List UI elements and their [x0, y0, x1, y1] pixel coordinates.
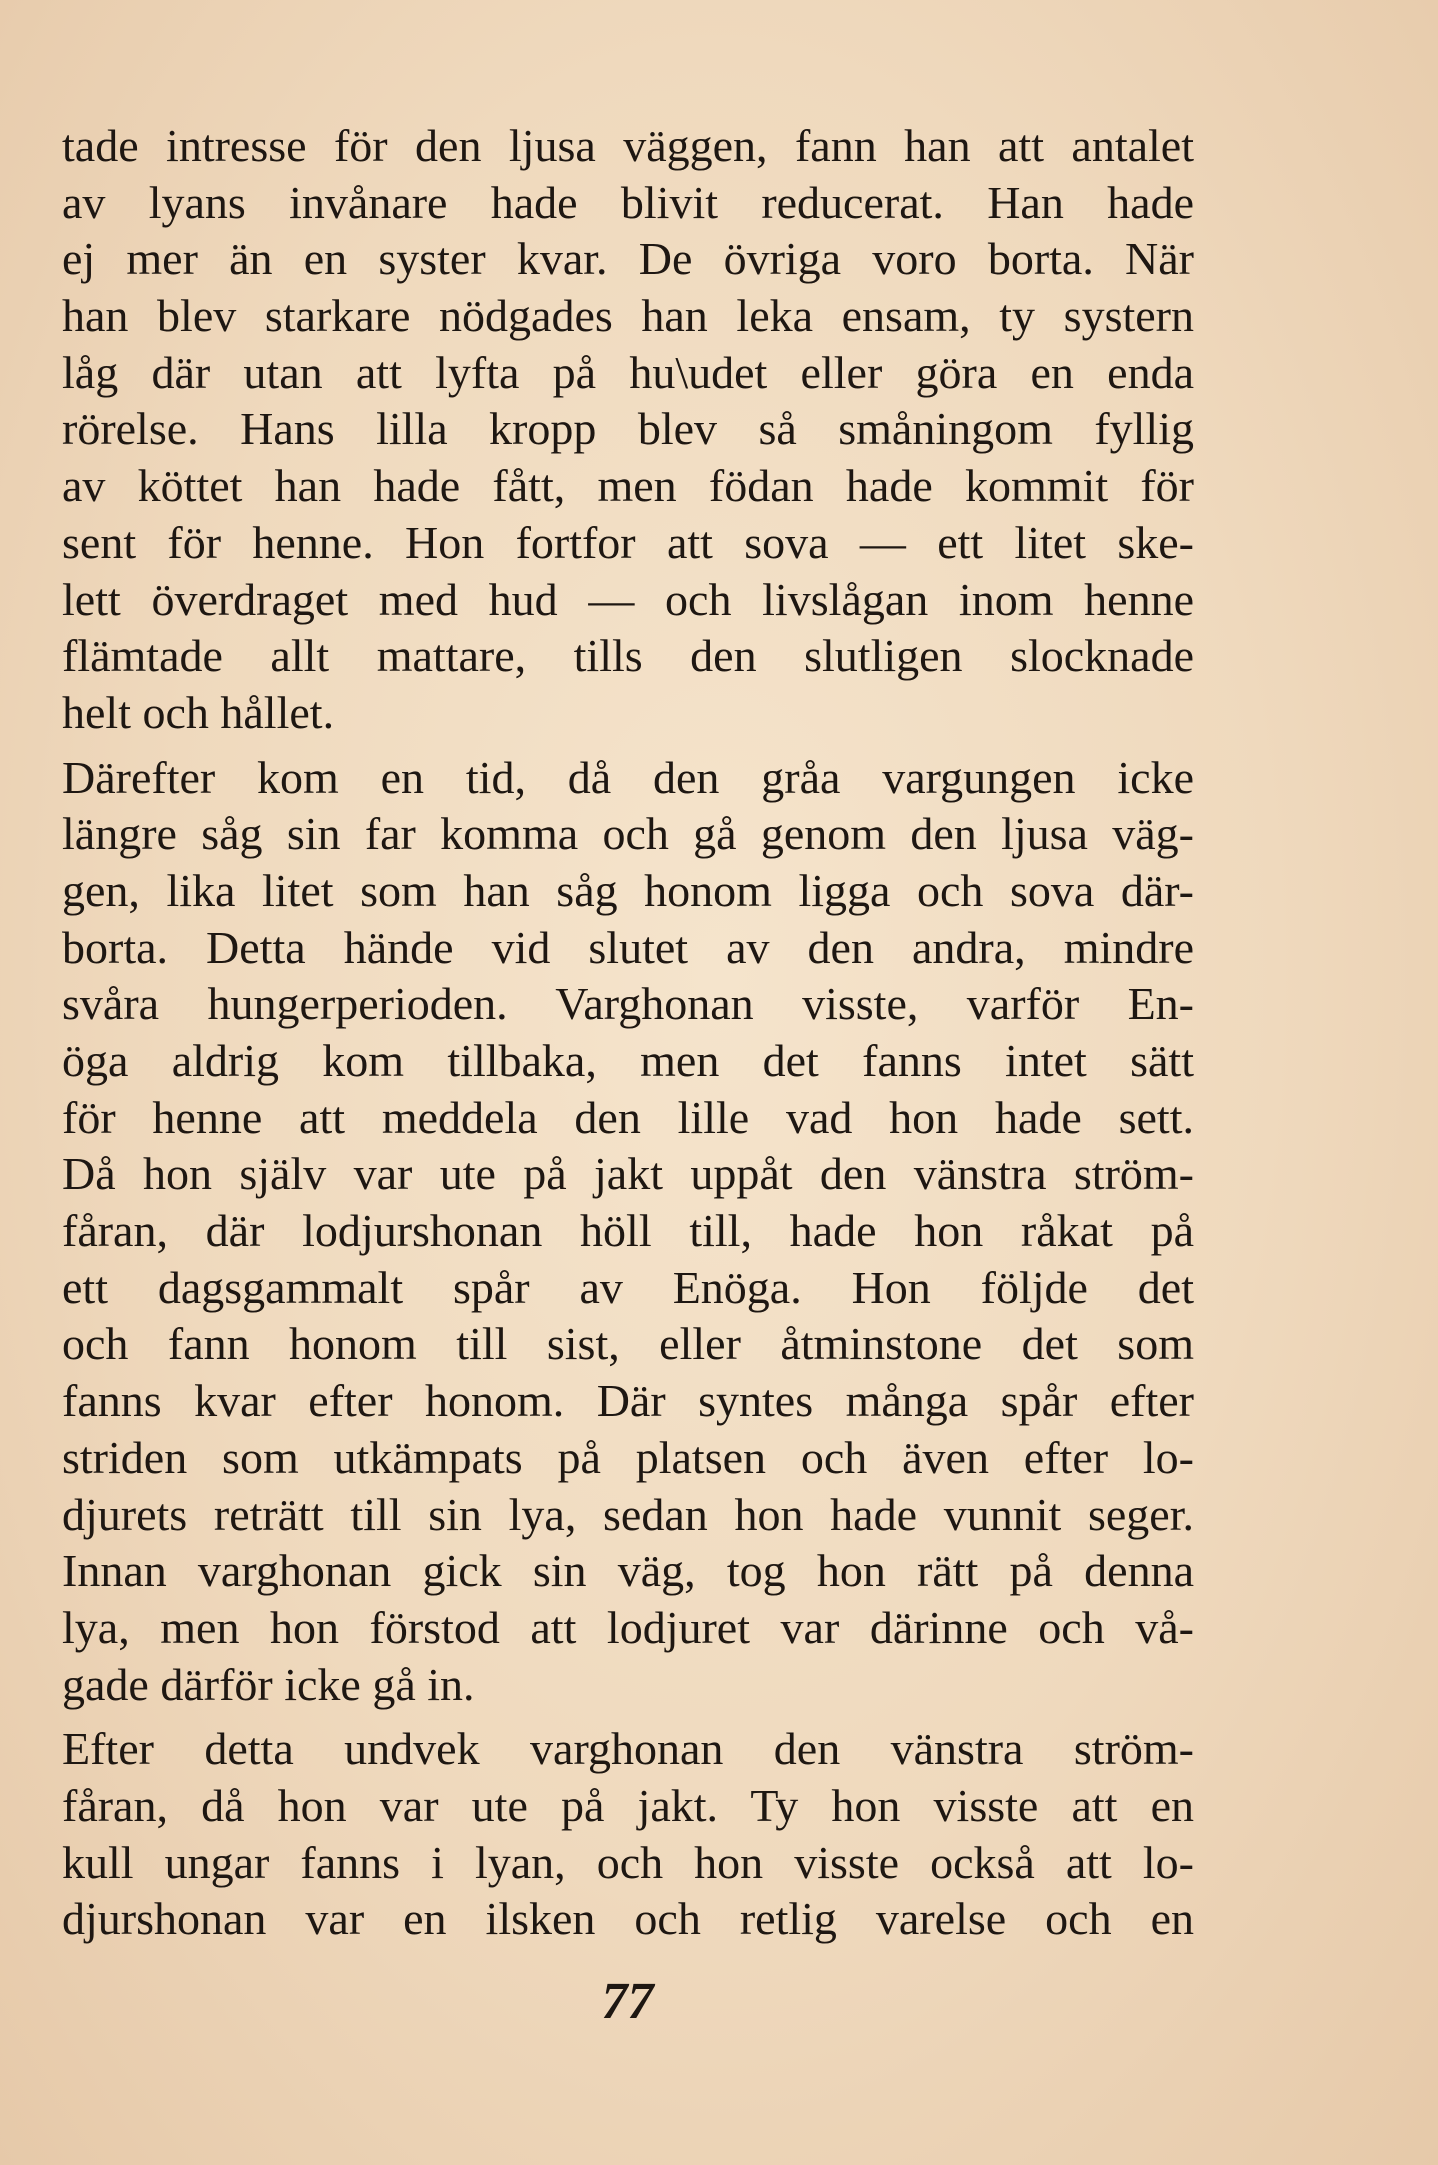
text-line: kull ungar fanns i lyan, och hon visste också att lo- — [62, 1836, 1194, 1888]
text-line: låg där utan att lyfta på hu\udet eller göra en enda — [62, 346, 1194, 398]
text-line: fanns kvar efter honom. Där syntes många spår efter — [62, 1375, 1194, 1427]
paragraph-gap — [62, 1713, 1194, 1721]
text-line: borta. Detta hände vid slutet av den andra, mindre — [62, 921, 1194, 973]
paragraph-3 — [62, 1721, 1194, 1948]
text-line: djurshonan var en ilsken och retlig varelse och en — [62, 1893, 1194, 1945]
text-line: av köttet han hade fått, men födan hade kommit för — [62, 460, 1194, 512]
text-line: öga aldrig kom tillbaka, men det fanns intet sätt — [62, 1035, 1194, 1086]
text-line: längre såg sin far komma och gå genom den ljusa väg- — [62, 808, 1194, 860]
text-line: av lyans invånare hade blivit reducerat. Han hade — [62, 176, 1194, 228]
paragraph-2 — [62, 750, 1194, 1714]
text-line: han blev starkare nödgades han leka ensam, ty systern — [62, 290, 1194, 342]
text-line: lya, men hon förstod att lodjuret var därinne och vå- — [62, 1601, 1194, 1653]
text-line: Därefter kom en tid, då den gråa vargungen icke — [62, 751, 1194, 803]
text-line: Då hon själv var ute på jakt uppåt den vänstra ström- — [62, 1148, 1194, 1200]
text-line: lett överdraget med hud — och livslågan inom henne — [62, 573, 1194, 625]
text-line: helt och hållet. — [62, 686, 335, 738]
text-line: ej mer än en syster kvar. De övriga voro borta. När — [62, 233, 1194, 285]
text-line: fåran, då hon var ute på jakt. Ty hon visste att en — [62, 1779, 1194, 1831]
paragraph-1 — [62, 118, 1194, 742]
paragraph-gap — [62, 742, 1194, 750]
text-line: Innan varghonan gick sin väg, tog hon rätt på denna — [62, 1545, 1194, 1597]
text-line: sent för henne. Hon fortfor att sova — ett litet ske- — [62, 516, 1194, 568]
text-line: tade intresse för den ljusa väggen, fann han att antalet — [62, 120, 1194, 171]
text-line: flämtade allt mattare, tills den slutligen slocknade — [62, 630, 1194, 682]
body-text — [62, 118, 1194, 1948]
text-line: fåran, där lodjurshonan höll till, hade hon råkat på — [62, 1205, 1194, 1257]
text-line: Efter detta undvek varghonan den vänstra ström- — [62, 1723, 1194, 1775]
text-line: för henne att meddela den lille vad hon hade sett. — [62, 1091, 1194, 1143]
text-line: svåra hungerperioden. Varghonan visste, varför En- — [62, 978, 1194, 1030]
text-line: gen, lika litet som han såg honom ligga och sova där- — [62, 864, 1194, 916]
page-number: 77 — [601, 1973, 654, 2030]
text-line: ett dagsgammalt spår av Enöga. Hon följde det — [62, 1261, 1194, 1313]
text-line: rörelse. Hans lilla kropp blev så småningom fyllig — [62, 403, 1194, 455]
text-line: och fann honom till sist, eller åtminstone det som — [62, 1318, 1194, 1370]
text-line: djurets reträtt till sin lya, sedan hon hade vunnit seger. — [62, 1488, 1194, 1540]
text-line: striden som utkämpats på platsen och även efter lo- — [62, 1431, 1194, 1483]
text-line: gade därför icke gå in. — [62, 1658, 475, 1710]
